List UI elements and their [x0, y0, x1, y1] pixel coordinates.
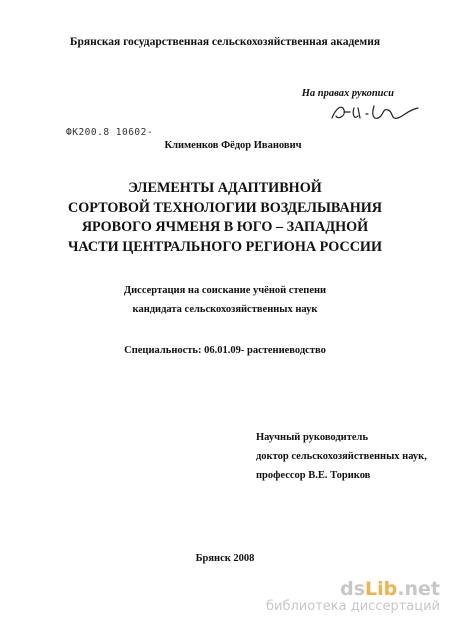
institution-name: Брянская государственная сельскохозяйственная академия [69, 36, 381, 48]
city-year: Брянск 2008 [195, 553, 255, 564]
supervisor-block [256, 428, 426, 485]
degree-statement [0, 281, 450, 319]
watermark-brand-accent: Lib [365, 578, 398, 600]
supervisor-name: профессор В.Е. Ториков [256, 470, 371, 481]
degree-line: кандидата сельскохозяйственных наук [132, 304, 318, 315]
supervisor-degree: доктор сельскохозяйственных наук, [256, 451, 427, 462]
author-name: Клименков Фёдор Иванович [164, 140, 302, 151]
dissertation-title [0, 179, 450, 257]
watermark-logo [266, 579, 440, 599]
dslib-watermark [266, 579, 440, 614]
watermark-brand-prefix: ds [340, 578, 366, 600]
title-line: ЯРОВОГО ЯЧМЕНЯ В ЮГО – ЗАПАДНОЙ [81, 219, 369, 235]
watermark-subtitle: библиотека диссертаций [266, 599, 440, 614]
handwritten-signature [328, 100, 424, 126]
specialty-line: Специальность: 06.01.09- растениеводство [124, 345, 326, 356]
library-stamp-code: ФК200.8 10602- [66, 127, 154, 138]
supervisor-role: Научный руководитель [256, 432, 368, 443]
title-line: ЭЛЕМЕНТЫ АДАПТИВНОЙ [128, 180, 322, 196]
manuscript-rights-note: На правах рукописи [301, 88, 394, 99]
title-line: СОРТОВОЙ ТЕХНОЛОГИИ ВОЗДЕЛЫВАНИЯ [67, 199, 383, 216]
degree-line: Диссертация на соискание учёной степени [123, 285, 327, 296]
watermark-brand-suffix: .net [397, 578, 440, 600]
title-line: ЧАСТИ ЦЕНТРАЛЬНОГО РЕГИОНА РОССИИ [67, 238, 383, 255]
